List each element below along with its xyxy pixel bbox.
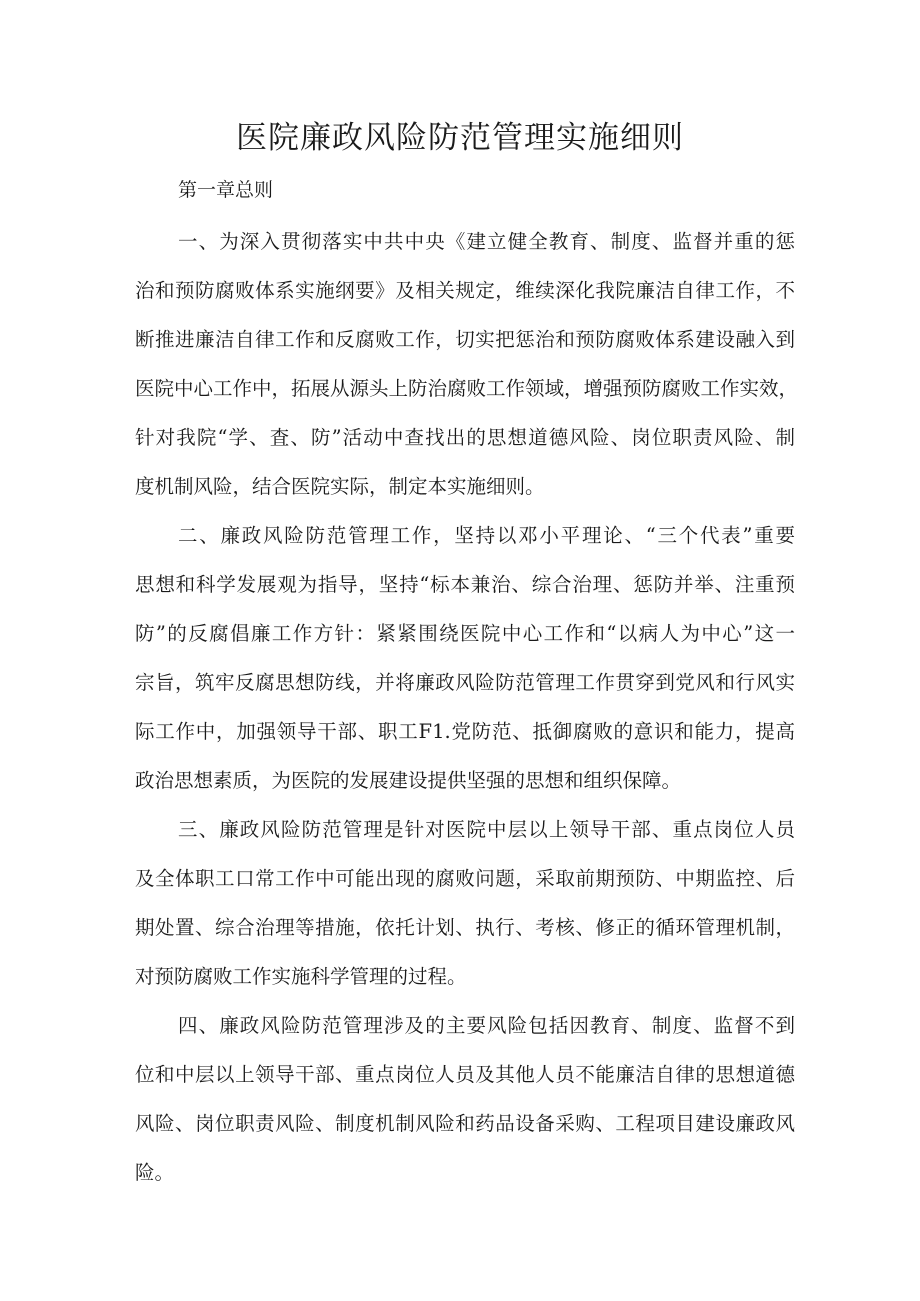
paragraph-line: 治和预防腐败体系实施纲要》及相关规定，维续深化我院廉洁自律工作，不 bbox=[135, 279, 795, 302]
paragraph-line: 对预防腐败工作实施科学管理的过程。 bbox=[135, 965, 467, 988]
paragraph-line: 风险、岗位职责风险、制度机制风险和药品设备采购、工程项目建设廉政风 bbox=[135, 1112, 795, 1135]
chapter-heading: 第一章总则 bbox=[178, 179, 274, 201]
paragraph-line: 际工作中，加强领导干部、职工F1.党防范、抵御腐败的意识和能力，提高 bbox=[135, 720, 795, 743]
paragraph-line: 及全体职工口常工作中可能出现的腐败问题，采取前期预防、中期监控、后 bbox=[135, 867, 795, 890]
paragraph-line: 断推进廉洁自律工作和反腐败工作，切实把惩治和预防腐败体系建设融入到 bbox=[135, 328, 795, 351]
paragraph-line: 三、廉政风险防范管理是针对医院中层以上领导干部、重点岗位人员 bbox=[178, 818, 795, 841]
paragraph-line: 政治思想素质，为医院的发展建设提供坚强的思想和组织保障。 bbox=[135, 769, 682, 792]
paragraph-line: 宗旨，筑牢反腐思想防线，并将廉政风险防范管理工作贯穿到党风和行风实 bbox=[135, 671, 795, 694]
paragraph-line: 思想和科学发展观为指导，坚持“标本兼治、综合治理、惩防并举、注重预 bbox=[135, 573, 795, 596]
paragraph-line: 防”的反腐倡廉工作方针：紧紧围绕医院中心工作和“以病人为中心”这一 bbox=[135, 622, 795, 645]
paragraph-line: 二、廉政风险防范管理工作，坚持以邓小平理论、“三个代表”重要 bbox=[178, 524, 795, 547]
paragraph-line: 险。 bbox=[135, 1161, 175, 1184]
paragraph-line: 四、廉政风险防范管理涉及的主要风险包括因教育、制度、监督不到 bbox=[178, 1014, 795, 1037]
paragraph-line: 位和中层以上领导干部、重点岗位人员及其他人员不能廉洁自律的思想道德 bbox=[135, 1063, 795, 1086]
paragraph-line: 医院中心工作中，拓展从源头上防治腐败工作领域，增强预防腐败工作实效， bbox=[135, 377, 799, 400]
paragraph-line: 度机制风险，结合医院实际，制定本实施细则。 bbox=[135, 475, 545, 498]
paragraph-line: 针对我院“学、査、防”活动中查找出的思想道德风险、岗位职责风险、制 bbox=[135, 426, 795, 449]
paragraph-line: 期处置、综合治理等措施，依托计划、执行、考核、修正的循环管理机制， bbox=[135, 916, 795, 939]
document-title: 医院廉政风险防范管理实施细则 bbox=[236, 120, 684, 156]
paragraph-line: 一、为深入贯彻落实中共中央《建立健全教育、制度、监督并重的惩 bbox=[178, 230, 795, 253]
